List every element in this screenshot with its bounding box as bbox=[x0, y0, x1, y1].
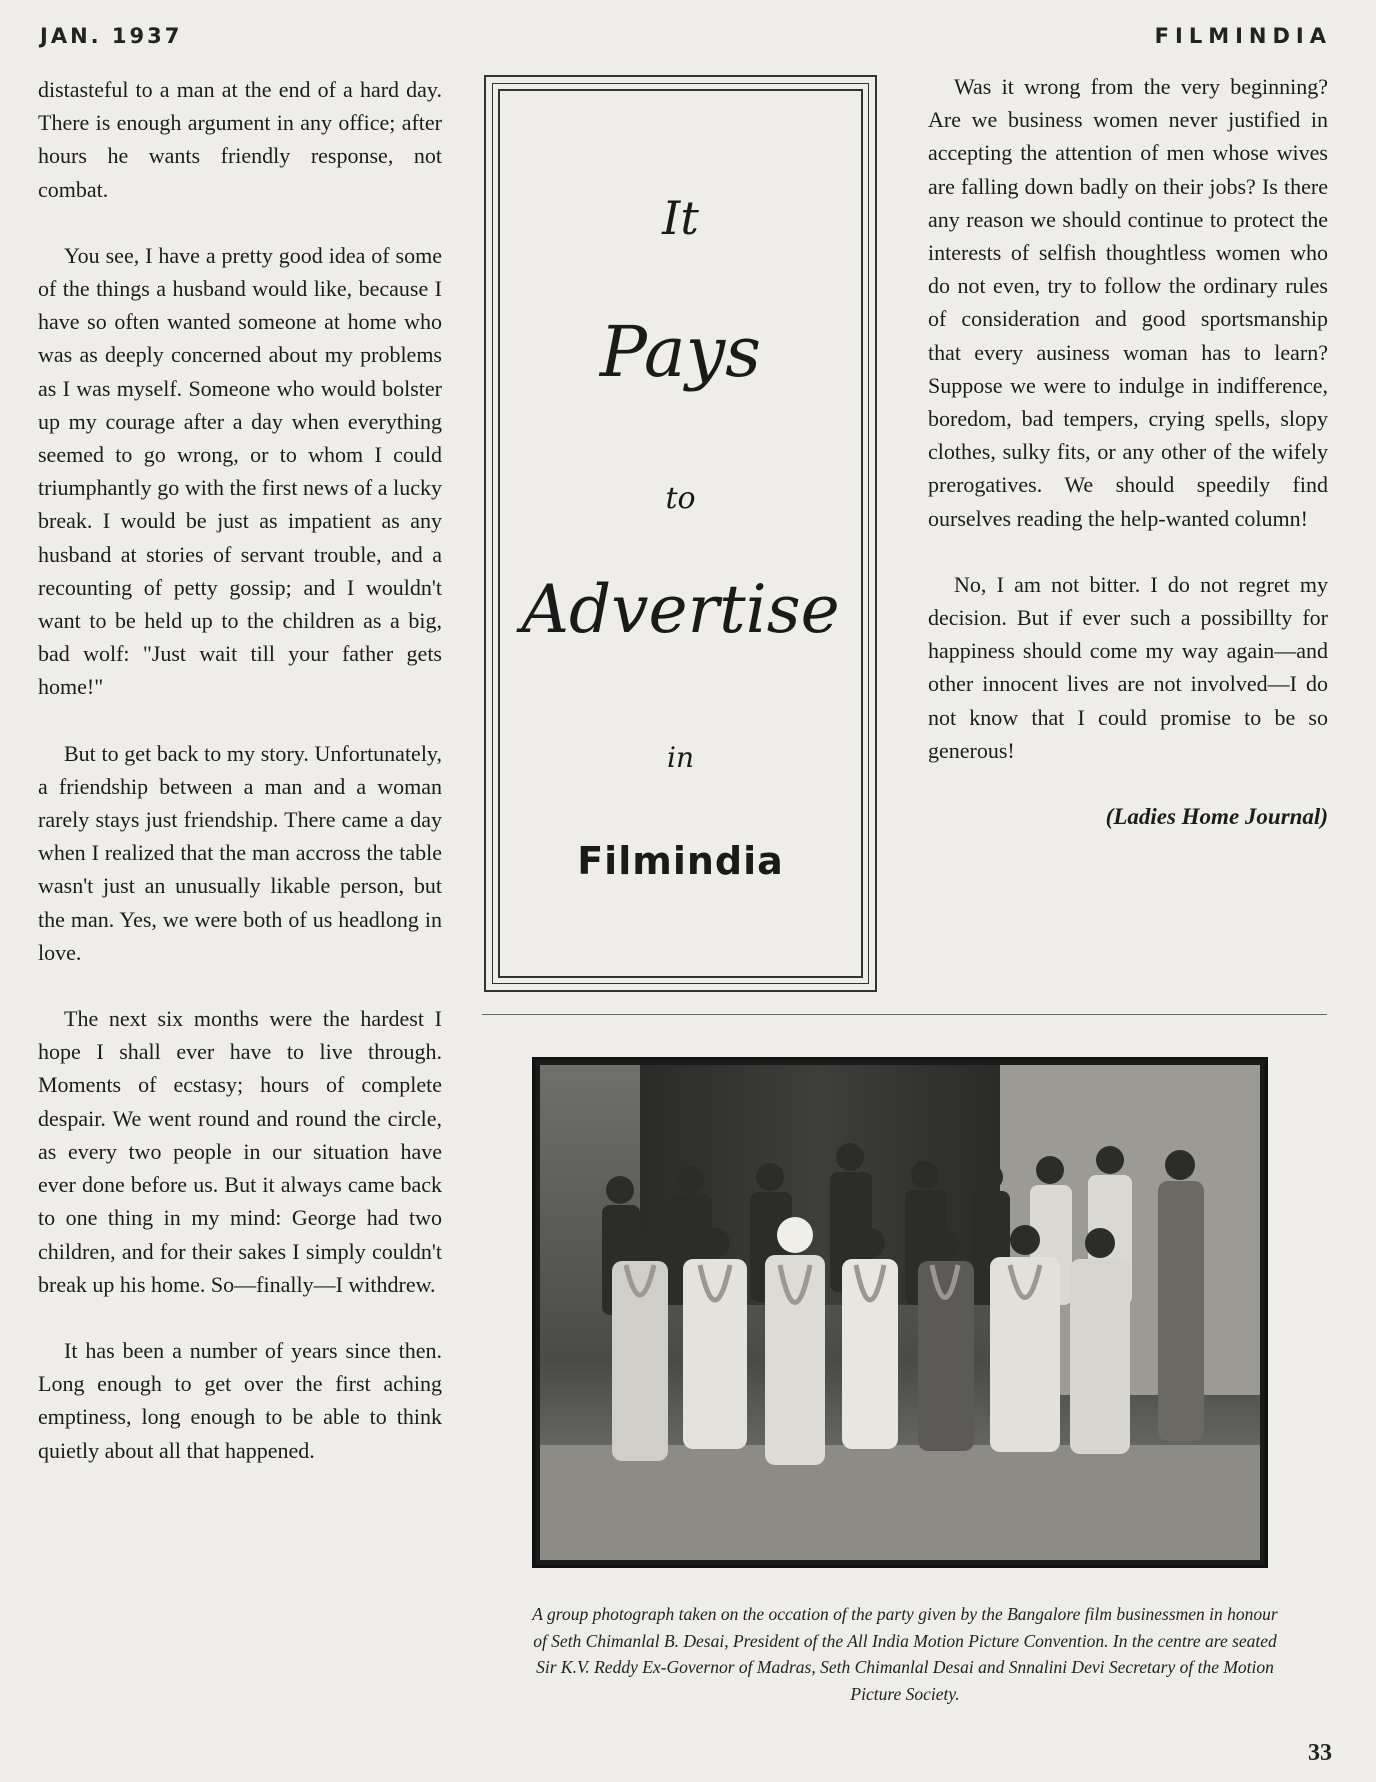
advertisement-box bbox=[484, 75, 877, 992]
photo-caption: A group photograph taken on the occation of the party given by the Bangalore film businessmen in honour of Seth Chimanlal B. Desai, President of the All India Motion Picture Convention. In the centre are seated Sir K.V. Reddy Ex-Governor of Madras, Seth Chimanlal Desai and Snnalini Devi Secretary of the Motion Picture Society. bbox=[532, 1604, 1278, 1704]
group-photo-image bbox=[540, 1065, 1260, 1560]
source-attribution: (Ladies Home Journal) bbox=[1105, 804, 1328, 830]
publication-title: FILMINDIA bbox=[1154, 24, 1332, 48]
issue-date: JAN. 1937 bbox=[40, 24, 183, 48]
ad-line-advertise: Advertise bbox=[521, 571, 840, 648]
paragraph: Was it wrong from the very beginning? Are we business women never justified in accepting the attention of men whose wives are falling down badly on their jobs? Is there any reason we should continue to protect the interests of selfish thoughtless women who do not even, try to follow the ordinary rules of consideration and good sportsmanship that every ausiness woman has to learn? Suppose we were to indulge in indifference, boredom, bad tempers, crying spells, slopy clothes, sulky fits, or any other of the wifely prerogatives. We should speedily find ourselves reading the help-wanted column! bbox=[928, 74, 1328, 531]
ad-line-it: It bbox=[662, 191, 699, 245]
paragraph: The next six months were the hardest I hope I shall ever have to live through. Moments of ecstasy; hours of complete despair. We went round and round the circle, as every two people in our situation have ever done before us. But it always came back to one thing in my mind: George had two children, and for their sakes I simply couldn't break up his home. So—finally—I withdrew. bbox=[38, 1006, 442, 1297]
left-article-column bbox=[38, 73, 442, 1500]
ad-brand-logo: Filmindia bbox=[577, 839, 784, 883]
right-article-column bbox=[928, 70, 1328, 833]
group-photograph bbox=[532, 1057, 1268, 1568]
paragraph: You see, I have a pretty good idea of some of the things a husband would like, because I have so often wanted someone at home who was as deeply concerned about my problems as I was myself. Someone who would bolster up my courage after a day when everything seemed to go wrong, or to whom I could triumphantly go with the first news of a lucky break. I would be just as impatient as any husband at stories of servant trouble, and a recounting of petty gossip; and I wouldn't want to be held up to the children as a big, bad wolf: "Just wait till your father gets home!" bbox=[38, 242, 442, 700]
paragraph: It has been a number of years since then. Long enough to get over the first aching emptiness, long enough to be able to think quietly about all that happened. bbox=[38, 1337, 442, 1463]
ad-line-to: to bbox=[665, 481, 696, 516]
paragraph: But to get back to my story. Unfortunately, a friendship between a man and a woman rarely stays just friendship. There came a day when I realized that the man accross the table wasn't just an unusually likable person, but the man. Yes, we were both of us headlong in love. bbox=[38, 740, 442, 965]
page-number: 33 bbox=[1308, 1740, 1332, 1766]
ad-line-in: in bbox=[667, 741, 694, 774]
section-divider bbox=[482, 1014, 1327, 1015]
paragraph: distasteful to a man at the end of a hard day. There is enough argument in any office; after hours he wants friendly response, not combat. bbox=[38, 77, 442, 202]
paragraph: No, I am not bitter. I do not regret my decision. But if ever such a possibillty for happiness should come my way again—and other innocent lives are not involved—I do not know that I could promise to be so generous! bbox=[928, 571, 1328, 763]
ad-line-pays: Pays bbox=[599, 311, 762, 393]
